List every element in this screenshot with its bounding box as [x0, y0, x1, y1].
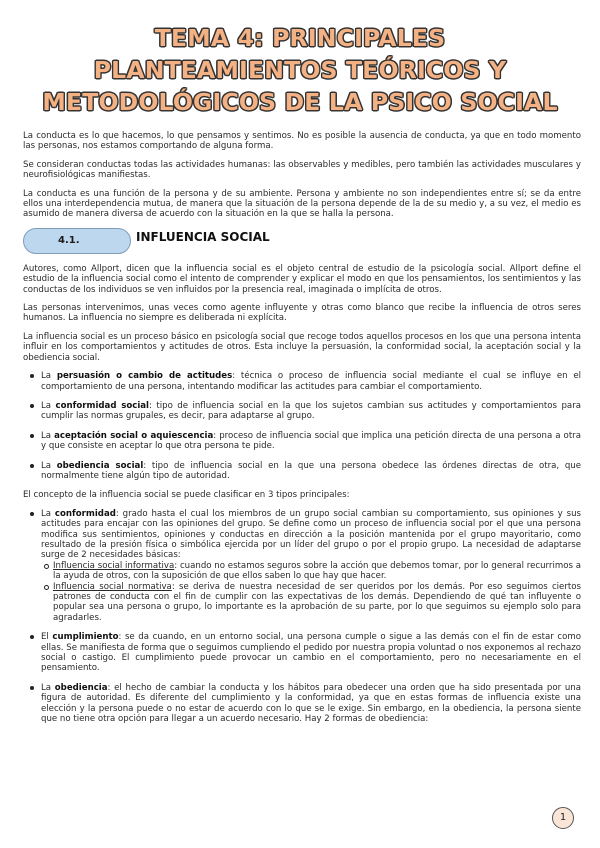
sub-list-item: Influencia social informativa: cuando no estamos seguros sobre la acción que debemos tomar, por lo general recurrimos a la ayuda de otros, con la suposición de que ellos saben lo que hay que hacer.	[53, 560, 581, 582]
body-paragraph: La influencia social es un proceso básico en psicología social que recoge todos aquellos procesos en los que una persona intenta influir en los comportamientos y actitudes de otros. Esta incluye la persuasión, la conformidad social, la aceptación social y la obediencia social.	[23, 331, 581, 363]
list-item: La obediencia: el hecho de cambiar la conducta y los hábitos para obedecer una orden que ha sido presentada por una figura de autoridad. Es diferente del cumplimiento y la conformidad, ya que en estas formas de influencia existe una elección y la persona puede o no estar de acuerdo con lo que se le exige. Sin embargo, en la obediencia, la persona siente que no tiene otra opción para llegar a un acuerdo necesario. Hay 2 formas de obediencia:	[41, 682, 581, 725]
intro-paragraph: La conducta es lo que hacemos, lo que pensamos y sentimos. No es posible la ausencia de conducta, ya que en todo momento las personas, nos estamos comportando de alguna forma.	[23, 131, 581, 152]
classification-intro: El concepto de la influencia social se puede clasificar en 3 tipos principales:	[23, 490, 350, 501]
term: conformidad social	[55, 400, 150, 411]
term: cumplimiento	[52, 632, 119, 643]
term: aceptación social o aquiescencia	[54, 430, 214, 441]
term: obediencia	[54, 682, 108, 693]
list-item: El cumplimiento: se da cuando, en un entorno social, una persona cumple o sigue a las demás con el fin de estar como ellas. Se manifiesta de forma que o seguimos cumpliendo el pedido por nuestra propia voluntad o nos exponemos al rechazo social o castigo. El cumplimiento puede provocar un cambio en el comportamiento, pero no necesariamente en el pensamiento.	[41, 632, 581, 674]
page-number: 1	[552, 807, 574, 829]
page-title	[0, 22, 600, 118]
term: Influencia social informativa	[53, 560, 175, 571]
list-item: La conformidad: grado hasta el cual los miembros de un grupo social cambian su comportamiento, sus opiniones y sus actitudes para encajar con las opiniones del grupo. Se define como un proceso de influencia social por el que una persona modifica sus sentimientos, opiniones y conductas en dirección a la posición mantenida por el grupo mayoritario, como resultado de la presión física o simbólica ejercida por un líder del grupo o por el propio grupo. La necesidad de adaptarse surge de 2 necesidades básicas: Influencia social informativa: cuando no estamos seguros sobre la acción que debemos tomar, por lo general recurrimos a la ayuda de otros, con la suposición de que ellos saben lo que hay que hacer. Influencia social normativa: se deriva de nuestra necesidad de ser queridos por los demás. Por eso seguimos ciertos patrones de conducta con el fin de cumplir con las expectativas de los demás. Dependiendo de qué tan influyente o popular sea una persona o grupo, lo importante es la aprobación de su parte, por lo que seguimos su ejemplo solo para agradarles.	[41, 508, 581, 623]
list-item: La conformidad social: tipo de influencia social en la que los sujetos cambian sus actitudes y comportamientos para cumplir las normas grupales, es decir, para adaptarse al grupo.	[41, 400, 581, 422]
list-item: La aceptación social o aquiescencia: proceso de influencia social que implica una petición directa de una persona a otra y que consiste en aceptar lo que otra persona te pide.	[41, 430, 581, 452]
term: obediencia social	[56, 460, 144, 471]
term: persuasión o cambio de actitudes	[56, 371, 233, 382]
list-item: La persuasión o cambio de actitudes: técnica o proceso de influencia social mediante el cual se influye en el comportamiento de una persona, intentando modificar las actitudes para cambiar el comportamiento.	[41, 371, 581, 392]
sub-list-item: Influencia social normativa: se deriva de nuestra necesidad de ser queridos por los demás. Por eso seguimos ciertos patrones de conducta con el fin de cumplir con las expectativas de los demás. Dependiendo de qué tan influyente o popular sea una persona o grupo, lo importante es la aprobación de su parte, por lo que seguimos su ejemplo solo para agradarles.	[53, 581, 581, 623]
body-paragraph: Autores, como Allport, dicen que la influencia social es el objeto central de estudio de la psicología social. Allport define el estudio de la influencia social como el intento de comprender y explicar el modo en que los pensamientos, los sentimientos y las conductas de los individuos se ven influidos por la presencia real, imaginada o implícita de otros.	[23, 263, 581, 295]
section-title: INFLUENCIA SOCIAL	[136, 229, 270, 244]
section-heading	[23, 228, 581, 254]
influence-processes-list	[23, 371, 581, 481]
section-number-badge: 4.1.	[23, 228, 131, 254]
sub-list	[41, 561, 581, 623]
document-body	[23, 131, 581, 733]
intro-paragraph: La conducta es una función de la persona y de su ambiente. Persona y ambiente no son independientes entre sí; se da entre ellos una interdependencia mutua, de manera que la situación de la persona depende de la de su medio y, a su vez, el medio es asumido de manera diversa de acuerdo con la situación en la que se halla la persona.	[23, 188, 581, 220]
body-paragraph: Las personas intervenimos, unas veces como agente influyente y otras como blanco que recibe la influencia de otros seres humanos. La influencia no siempre es deliberada ni explícita.	[23, 303, 581, 324]
term: Influencia social normativa	[53, 581, 172, 592]
title-line-1: TEMA 4: PRINCIPALES	[154, 24, 446, 52]
influence-types-list	[23, 509, 581, 725]
term: conformidad	[54, 508, 116, 519]
title-line-2: PLANTEAMIENTOS TEÓRICOS Y	[93, 56, 507, 84]
intro-paragraph: Se consideran conductas todas las actividades humanas: las observables y medibles, pero también las actividades musculares y neurofisiológicas manifiestas.	[23, 159, 581, 181]
list-item: La obediencia social: tipo de influencia social en la que una persona obedece las órdenes directas de otra, que normalmente tiene algún tipo de autoridad.	[41, 460, 582, 481]
title-line-3: METODOLÓGICOS DE LA PSICO SOCIAL	[42, 88, 558, 116]
